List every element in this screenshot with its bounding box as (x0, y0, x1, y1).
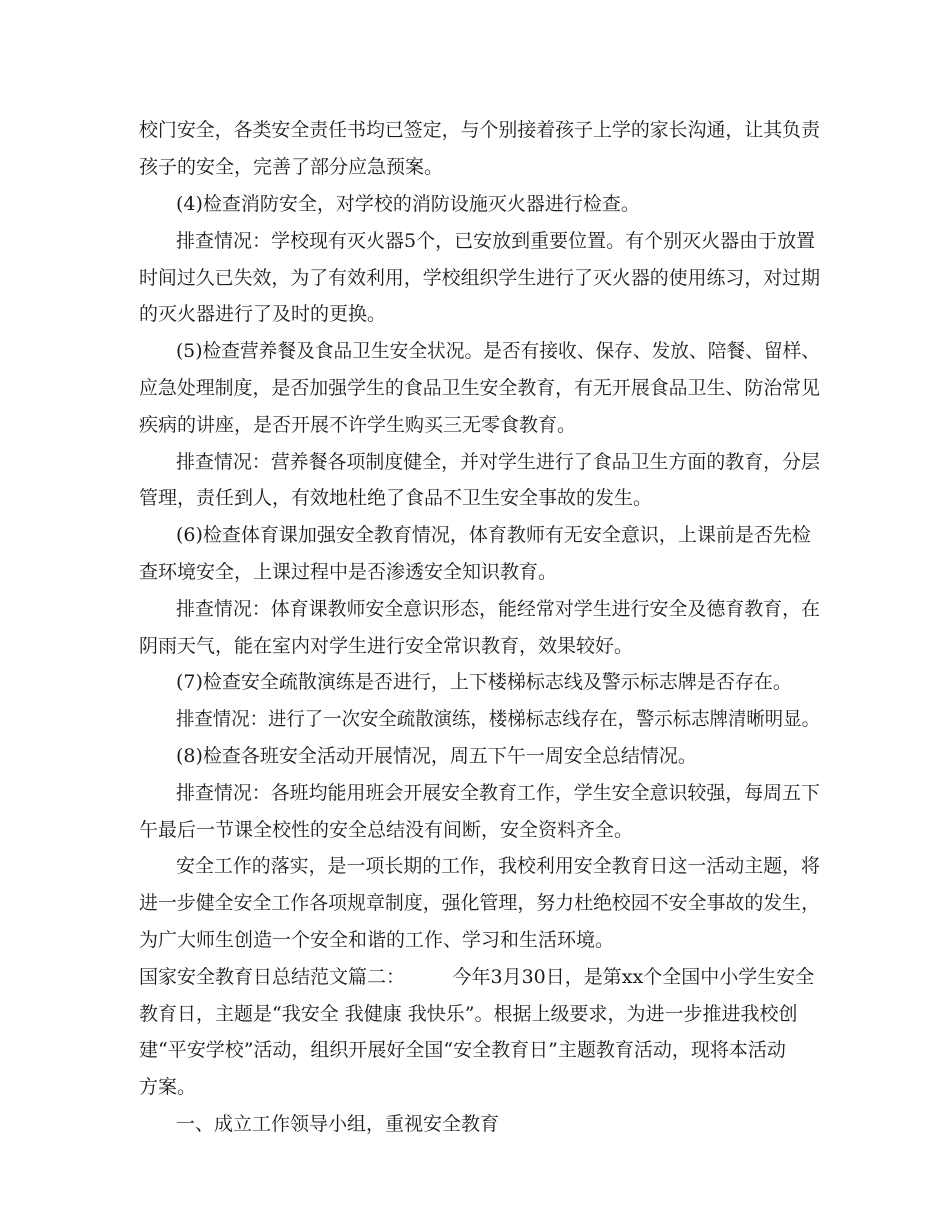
text-line: 方案。 (139, 1076, 197, 1098)
text-line: (7)检查安全疏散演练是否进行，上下楼梯标志线及警示标志牌是否存在。 (176, 671, 792, 693)
text-line: 查环境安全，上课过程中是否渗透安全知识教育。 (139, 561, 558, 583)
text-line: 排查情况：各班均能用班会开展安全教育工作，学生安全意识较强，每周五下 (176, 782, 820, 804)
text-line: 时间过久已失效，为了有效利用，学校组织学生进行了灭火器的使用练习，对过期 (139, 267, 820, 289)
text-line: 疾病的讲座，是否开展不许学生购买三无零食教育。 (139, 414, 577, 436)
text-line: (8)检查各班安全活动开展情况，周五下午一周安全总结情况。 (176, 745, 697, 767)
text-line: 管理，责任到人，有效地杜绝了食品不卫生安全事故的发生。 (139, 487, 653, 509)
text-line: 进一步健全安全工作各项规章制度，强化管理，努力杜绝校园不安全事故的发生， (139, 892, 820, 914)
text-line: 阴雨天气，能在室内对学生进行安全常识教育，效果较好。 (139, 635, 634, 657)
text-line: 孩子的安全，完善了部分应急预案。 (139, 156, 444, 178)
text-line: 为广大师生创造一个安全和谐的工作、学习和生活环境。 (139, 929, 615, 951)
text-line: 国家安全教育日总结范文篇二： 今年3月30日，是第xx个全国中小学生安全 (139, 966, 815, 988)
text-line: (4)检查消防安全，对学校的消防设施灭火器进行检查。 (176, 193, 640, 215)
text-line: 排查情况：营养餐各项制度健全，并对学生进行了食品卫生方面的教育，分层 (176, 451, 820, 473)
text-line: (5)检查营养餐及食品卫生安全状况。是否有接收、保存、发放、陪餐、留样、 (176, 340, 820, 362)
text-line: 教育日，主题是“我安全 我健康 我快乐”。根据上级要求，为进一步推进我校创 (139, 1003, 798, 1025)
text-line: 校门安全，各类安全责任书均已签定，与个别接着孩子上学的家长沟通，让其负责 (139, 119, 820, 141)
text-line: 午最后一节课全校性的安全总结没有间断，安全资料齐全。 (139, 819, 634, 841)
text-line: 的灭火器进行了及时的更换。 (139, 303, 387, 325)
text-line: 安全工作的落实，是一项长期的工作，我校利用安全教育日这一活动主题，将 (176, 855, 820, 877)
text-line: 排查情况：进行了一次安全疏散演练，楼梯标志线存在，警示标志牌清晰明显。 (176, 708, 820, 730)
text-line: 排查情况：体育课教师安全意识形态，能经常对学生进行安全及德育教育，在 (176, 598, 820, 620)
text-line: 一、成立工作领导小组，重视安全教育 (176, 1113, 500, 1135)
text-line: 建“平安学校”活动，组织开展好全国“安全教育日”主题教育活动，现将本活动 (139, 1039, 786, 1061)
text-line: (6)检查体育课加强安全教育情况，体育教师有无安全意识，上课前是否先检 (176, 524, 811, 546)
text-line: 应急处理制度，是否加强学生的食品卫生安全教育，有无开展食品卫生、防治常见 (139, 377, 820, 399)
text-line: 排查情况：学校现有灭火器5个，已安放到重要位置。有个别灭火器由于放置 (176, 230, 816, 252)
